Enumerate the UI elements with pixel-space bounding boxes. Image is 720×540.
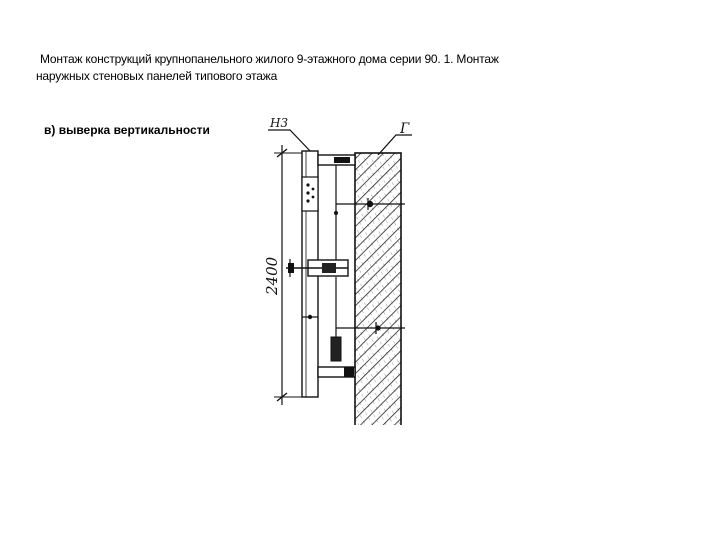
dimension-label: 2400 bbox=[263, 256, 281, 295]
wall-panel bbox=[355, 153, 401, 425]
tag-left bbox=[268, 116, 312, 153]
tag-left-label: Н3 bbox=[270, 116, 289, 130]
slide-title-line1: Монтаж конструкций крупнопанельного жилого 9-этажного дома серии 90. 1. Монтаж bbox=[40, 52, 499, 66]
slide-title-line2: наружных стеновых панелей типового этажа bbox=[36, 69, 278, 83]
figure-caption: в) выверка вертикальности bbox=[44, 123, 210, 137]
middle-clamp bbox=[286, 259, 348, 277]
top-bracket bbox=[318, 155, 355, 165]
verticality-check-drawing bbox=[250, 105, 430, 425]
tag-right-label: Г bbox=[400, 121, 410, 137]
tag-right bbox=[378, 121, 412, 155]
slide-title bbox=[36, 51, 596, 85]
